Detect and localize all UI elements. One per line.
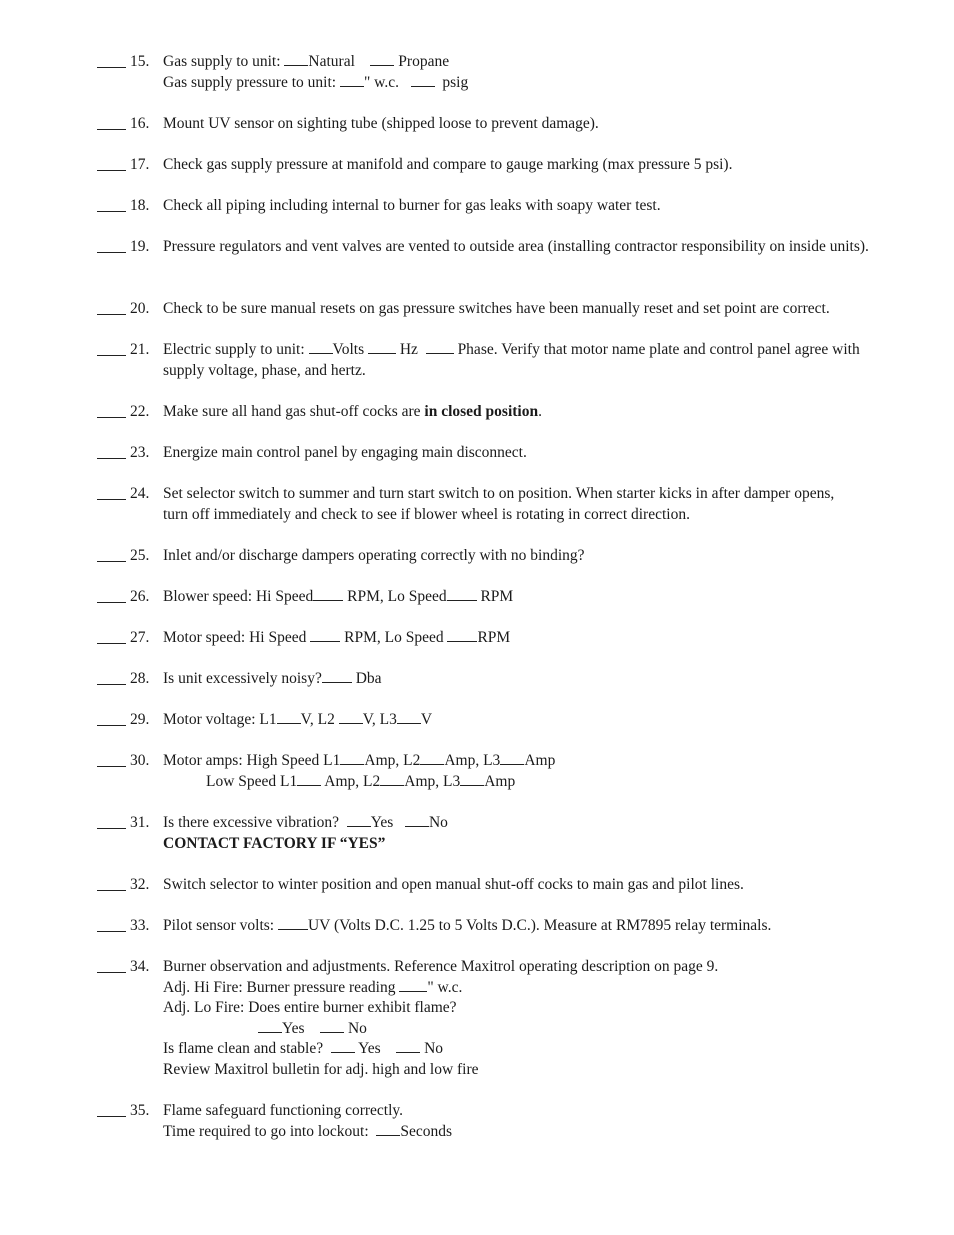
item-text: RPM: [480, 588, 514, 605]
checklist-item-17: [97, 155, 897, 176]
item-text: Flame safeguard functioning correctly.: [163, 1102, 404, 1119]
item-text: Amp: [484, 772, 516, 790]
item-text: Phase. Verify that motor name plate and control panel agree with supply voltage, phase, and hertz.: [163, 341, 860, 379]
check-blank[interactable]: [97, 211, 126, 212]
checklist-item-18: [97, 196, 897, 217]
checklist-item-24: [97, 484, 897, 525]
item-number: 32.: [130, 876, 150, 893]
checklist-item-33: [97, 916, 897, 937]
item-text: V: [420, 711, 433, 728]
item-text: Is there excessive vibration?: [163, 814, 340, 831]
item-text: Volts: [332, 341, 365, 358]
item-text: Time required to go into lockout:: [163, 1122, 369, 1140]
check-blank[interactable]: [97, 972, 126, 973]
checklist-item-20: [97, 299, 897, 320]
item-text: Review Maxitrol bulletin for adj. high and low fire: [163, 1060, 479, 1078]
item-number: 23.: [130, 444, 150, 461]
item-text: Motor amps: High Speed L1: [163, 752, 341, 769]
item-text: Is flame clean and stable?: [163, 1040, 324, 1058]
item-text: Low Speed L1: [206, 772, 298, 790]
low-l2-blank[interactable]: [380, 772, 404, 786]
item-text: RPM, Lo Speed: [347, 588, 447, 605]
natural-blank[interactable]: [284, 52, 308, 66]
hi-speed-blank[interactable]: [310, 628, 340, 642]
item-text: Check to be sure manual resets on gas pressure switches have been manually reset and set point are correct.: [163, 300, 830, 317]
item-text: Switch selector to winter position and open manual shut-off cocks to main gas and pilot lines.: [163, 876, 744, 893]
item-text: Pressure regulators and vent valves are vented to outside area (installing contractor responsibility on inside units).: [163, 238, 869, 255]
checklist-item-31: [97, 813, 897, 854]
item-text: RPM, Lo Speed: [344, 629, 444, 646]
item-text: " w.c.: [363, 73, 399, 91]
flame-yes-blank[interactable]: [258, 1019, 282, 1033]
checklist-item-30: [97, 751, 897, 792]
checklist-item-27: [97, 628, 897, 649]
checklist-item-23: [97, 443, 897, 464]
check-blank[interactable]: [97, 355, 126, 356]
item-number: 28.: [130, 670, 150, 687]
item-text: Inlet and/or discharge dampers operating correctly with no binding?: [163, 547, 585, 564]
yes-blank[interactable]: [347, 813, 371, 827]
item-text: Adj. Hi Fire: Burner pressure reading: [163, 978, 396, 996]
stable-no-blank[interactable]: [396, 1039, 420, 1053]
item-text: Adj. Lo Fire: Does entire burner exhibit flame?: [163, 999, 457, 1017]
hi-speed-blank[interactable]: [313, 587, 343, 601]
flame-no-blank[interactable]: [320, 1019, 344, 1033]
item-text: Amp, L2: [324, 772, 381, 790]
item-text: Amp: [524, 752, 556, 769]
check-blank[interactable]: [97, 684, 126, 685]
checklist-item-21: [97, 340, 897, 381]
item-text: " w.c.: [427, 978, 463, 996]
checklist-item-34: [97, 957, 897, 1081]
checklist-item-16: [97, 114, 897, 135]
item-text: Motor voltage: L1: [163, 711, 277, 728]
check-blank[interactable]: [97, 499, 126, 500]
high-l3-blank[interactable]: [500, 751, 524, 765]
item-text: Gas supply pressure to unit:: [163, 73, 337, 91]
check-blank[interactable]: [97, 890, 126, 891]
l3-blank[interactable]: [397, 710, 421, 724]
checklist-item-26: [97, 587, 897, 608]
item-text: Check all piping including internal to burner for gas leaks with soapy water test.: [163, 197, 661, 214]
item-text: Make sure all hand gas shut-off cocks are: [163, 403, 425, 420]
item-text: Hz: [399, 341, 418, 358]
item-text: No: [347, 1019, 367, 1037]
propane-blank[interactable]: [370, 52, 394, 66]
item-text: Yes: [282, 1019, 305, 1037]
item-number: 34.: [130, 958, 150, 975]
item-text: Yes: [358, 1040, 381, 1058]
emphasis-text: in closed position: [424, 403, 539, 420]
checklist-item-15: [97, 52, 897, 93]
checklist-item-28: [97, 669, 897, 690]
item-number: 30.: [130, 752, 150, 769]
check-blank[interactable]: [97, 129, 126, 130]
l2-blank[interactable]: [339, 710, 363, 724]
wc-blank[interactable]: [340, 73, 364, 87]
item-number: 16.: [130, 115, 150, 132]
item-text: No: [424, 1040, 444, 1058]
item-text: UV (Volts D.C. 1.25 to 5 Volts D.C.). Measure at RM7895 relay terminals.: [307, 917, 772, 934]
checklist-item-35: [97, 1101, 897, 1142]
low-l3-blank[interactable]: [460, 772, 484, 786]
psig-blank[interactable]: [411, 73, 435, 87]
checklist-item-22: [97, 402, 897, 423]
check-blank[interactable]: [97, 170, 126, 171]
item-text: Seconds: [400, 1122, 453, 1140]
high-l2-blank[interactable]: [420, 751, 444, 765]
item-text: Mount UV sensor on sighting tube (shipped loose to prevent damage).: [163, 115, 599, 132]
check-blank[interactable]: [97, 766, 126, 767]
item-number: 25.: [130, 547, 150, 564]
item-text: Dba: [355, 670, 382, 687]
lo-speed-blank[interactable]: [447, 587, 477, 601]
check-blank[interactable]: [97, 458, 126, 459]
item-number: 33.: [130, 917, 150, 934]
item-number: 15.: [130, 53, 150, 70]
checklist-item-32: [97, 875, 897, 896]
item-number: 18.: [130, 197, 150, 214]
item-text: Natural: [308, 53, 355, 70]
item-text: V, L3: [362, 711, 397, 728]
check-blank[interactable]: [97, 643, 126, 644]
item-number: 19.: [130, 238, 150, 255]
lo-speed-blank[interactable]: [447, 628, 477, 642]
check-blank[interactable]: [97, 314, 126, 315]
stable-yes-blank[interactable]: [331, 1039, 355, 1053]
burner-pressure-blank[interactable]: [399, 978, 427, 992]
item-text: Amp, L2: [364, 752, 421, 769]
item-text: Yes: [370, 814, 394, 831]
check-blank[interactable]: [97, 725, 126, 726]
item-text: Burner observation and adjustments. Reference Maxitrol operating description on page 9.: [163, 958, 719, 975]
phase-blank[interactable]: [426, 340, 454, 354]
item-text: psig: [442, 73, 469, 91]
dba-blank[interactable]: [322, 669, 352, 683]
high-l1-blank[interactable]: [340, 751, 364, 765]
item-text: Motor speed: Hi Speed: [163, 629, 307, 646]
checklist-item-19: [97, 237, 897, 258]
checklist-item-25: [97, 546, 897, 567]
item-text: .: [538, 403, 542, 420]
check-blank[interactable]: [97, 1116, 126, 1117]
item-number: 20.: [130, 300, 150, 317]
low-l1-blank[interactable]: [297, 772, 321, 786]
item-text: Check gas supply pressure at manifold and compare to gauge marking (max pressure 5 psi).: [163, 156, 733, 173]
item-text: Amp, L3: [444, 752, 501, 769]
item-number: 26.: [130, 588, 150, 605]
item-text: Amp, L3: [404, 772, 461, 790]
item-text: Is unit excessively noisy?: [163, 670, 322, 687]
item-number: 24.: [130, 485, 150, 502]
checklist-item-29: [97, 710, 897, 731]
pilot-volts-blank[interactable]: [278, 916, 308, 930]
check-blank[interactable]: [97, 602, 126, 603]
no-blank[interactable]: [405, 813, 429, 827]
check-blank[interactable]: [97, 931, 126, 932]
item-text: V, L2: [300, 711, 335, 728]
item-text: Gas supply to unit:: [163, 53, 281, 70]
item-text: Set selector switch to summer and turn start switch to on position. When starter kicks in after damper opens, turn off immediately and check to see if blower wheel is rotating in correct direction.: [163, 485, 835, 523]
check-blank[interactable]: [97, 561, 126, 562]
item-text: Electric supply to unit:: [163, 341, 305, 358]
volts-blank[interactable]: [309, 340, 333, 354]
item-text: Pilot sensor volts:: [163, 917, 275, 934]
hz-blank[interactable]: [368, 340, 396, 354]
item-number: 31.: [130, 814, 150, 831]
item-number: 35.: [130, 1102, 150, 1119]
item-number: 29.: [130, 711, 150, 728]
item-text: Propane: [398, 53, 450, 70]
check-blank[interactable]: [97, 417, 126, 418]
item-text: Energize main control panel by engaging main disconnect.: [163, 444, 527, 461]
l1-blank[interactable]: [277, 710, 301, 724]
item-text: Blower speed: Hi Speed: [163, 588, 314, 605]
item-number: 21.: [130, 341, 150, 358]
item-number: 27.: [130, 629, 150, 646]
item-text: No: [428, 814, 448, 831]
check-blank[interactable]: [97, 67, 126, 68]
item-text: RPM: [477, 629, 511, 646]
check-blank[interactable]: [97, 252, 126, 253]
item-number: 22.: [130, 403, 150, 420]
item-number: 17.: [130, 156, 150, 173]
warning-text: CONTACT FACTORY IF “YES”: [163, 834, 386, 852]
check-blank[interactable]: [97, 828, 126, 829]
lockout-seconds-blank[interactable]: [376, 1122, 400, 1136]
